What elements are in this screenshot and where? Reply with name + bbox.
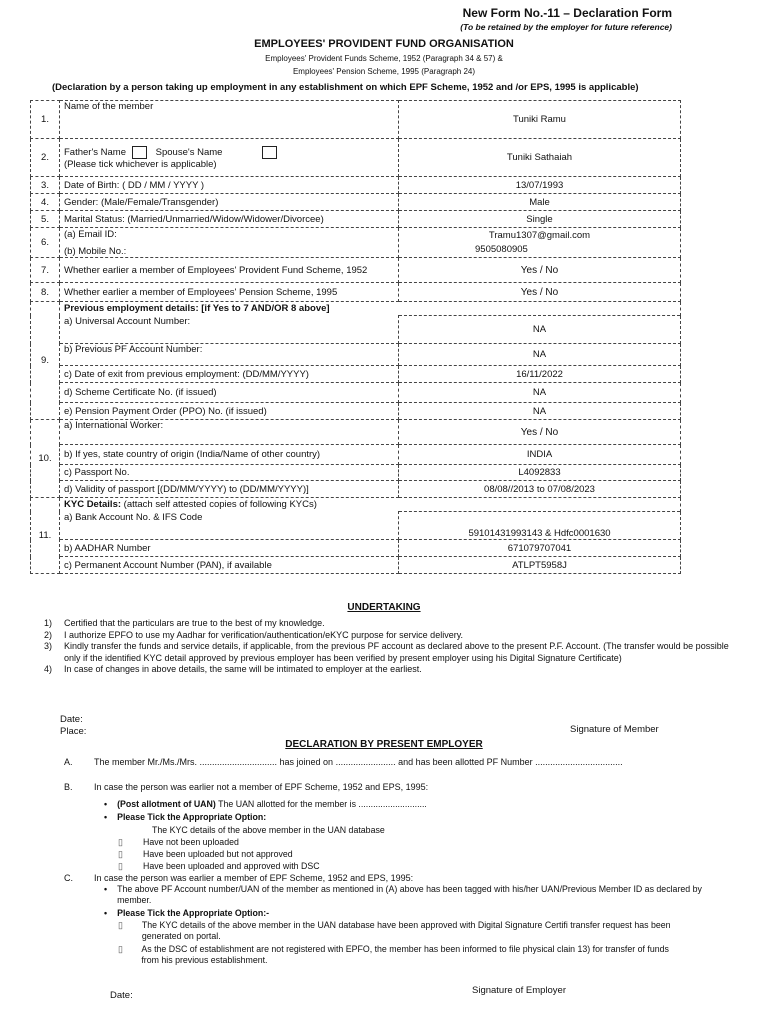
option-text: As the DSC of establishment are not registered with EPFO, the member has been informed to file physical clain 13) for transfer of funds from his previous establishment. (141, 944, 669, 965)
uan-label: a) Universal Account Number: (60, 316, 399, 344)
post-allotment-text: The UAN allotted for the member is ............................ (218, 799, 427, 809)
email-label: (a) Email ID: (64, 228, 117, 240)
aadhar-field[interactable]: 671079707041 (399, 540, 681, 557)
item-text: Kindly transfer the funds and service details, if applicable, from the previous PF account as declared above to the present P.F. Account. (The transfer would be possible only if the identified KYC detail approved by previous employer has been verified by present employer using his Digital Signature Certificate) (64, 641, 729, 663)
table-row (31, 283, 681, 302)
row-number: 2. (31, 139, 60, 177)
checkbox-icon: ▯ (118, 861, 123, 871)
item-number: 2) (44, 629, 53, 640)
epf-member-label: Whether earlier a member of Employees' Provident Fund Scheme, 1952 (60, 258, 399, 283)
ppo-field[interactable]: NA (399, 403, 681, 420)
uan-field[interactable]: NA (399, 316, 681, 344)
row-number: 11. (31, 498, 60, 574)
scheme-cert-label: d) Scheme Certificate No. (if issued) (60, 383, 399, 403)
row-number: 5. (31, 211, 60, 228)
table-row (31, 383, 681, 403)
scheme-cert-field[interactable]: NA (399, 383, 681, 403)
row-number: 3. (31, 177, 60, 194)
aadhar-label: b) AADHAR Number (60, 540, 399, 557)
table-row (31, 512, 681, 540)
organisation-title: EMPLOYEES' PROVIDENT FUND ORGANISATION (254, 38, 514, 50)
table-row (31, 445, 681, 465)
email-field[interactable]: Tramu1307@gmail.com (488, 229, 591, 241)
father-checkbox[interactable] (132, 146, 147, 159)
row-number: 10. (31, 420, 60, 498)
section-c-letter: C. (64, 873, 73, 883)
table-row (31, 465, 681, 481)
date-label: Date: (60, 714, 83, 725)
row-number: 7. (31, 258, 60, 283)
father-spouse-label (60, 139, 399, 177)
declaration-line: (Declaration by a person taking up employment in any establishment on which EPF Scheme, 1952 and /or EPS, 1995 is applicable) (52, 82, 639, 93)
place-label: Place: (60, 726, 87, 737)
list-item (44, 630, 734, 642)
marital-status-field[interactable]: Single (399, 211, 681, 228)
prev-pf-label: b) Previous PF Account Number: (60, 344, 399, 366)
row-number: 8. (31, 283, 60, 302)
scheme-line-2: Employees' Pension Scheme, 1995 (Paragraph 24) (292, 67, 476, 76)
exit-date-label: c) Date of exit from previous employment: (DD/MM/YYYY) (60, 366, 399, 383)
section-a (64, 757, 704, 768)
table-row (31, 420, 681, 445)
gender-field[interactable]: Male (399, 194, 681, 211)
item-text: In case of changes in above details, the same will be intimated to employer at the earliest. (64, 664, 422, 674)
intl-worker-label: a) International Worker: (60, 420, 399, 445)
item-number: 4) (44, 664, 53, 674)
table-row (31, 557, 681, 574)
contact-values (399, 228, 681, 258)
eps-member-field[interactable]: Yes / No (399, 283, 681, 302)
option-text: Have not been uploaded (143, 837, 239, 847)
option-text: The KYC details of the above member in the UAN database have been approved with Digital Signature Certifi transfer request has been generated on portal. (141, 920, 671, 941)
option-text: Have been uploaded and approved with DSC (143, 861, 320, 871)
dob-field[interactable]: 13/07/1993 (399, 177, 681, 194)
table-row (31, 481, 681, 498)
table-row (31, 194, 681, 211)
table-row (31, 302, 681, 316)
item-text: Certified that the particulars are true to the best of my knowledge. (64, 618, 325, 628)
option-approved-dsc[interactable] (118, 861, 320, 872)
employer-date-label: Date: (110, 990, 133, 1001)
passport-field[interactable]: L4092833 (399, 465, 681, 481)
prev-pf-field[interactable]: NA (399, 344, 681, 366)
bank-label: a) Bank Account No. & IFS Code (60, 512, 399, 540)
kyc-uan-text: The KYC details of the above member in the UAN database (152, 825, 385, 835)
table-row (31, 101, 681, 139)
employer-signature-label: Signature of Employer (472, 985, 566, 996)
member-signature-label: Signature of Member (570, 724, 659, 735)
intl-worker-field[interactable]: Yes / No (399, 420, 681, 445)
father-name-field[interactable]: Tuniki Sathaiah (399, 139, 681, 177)
row-number: 1. (31, 101, 60, 139)
table-row (31, 228, 681, 258)
bank-field[interactable]: 59101431993143 & Hdfc0001630 (399, 512, 681, 540)
section-a-letter: A. (64, 757, 73, 767)
table-row (31, 498, 681, 512)
uan-allotment-line (104, 799, 427, 810)
section-c (64, 873, 704, 884)
kyc-header (60, 498, 681, 512)
table-row (31, 211, 681, 228)
option-not-approved[interactable] (118, 849, 293, 860)
section-a-text: The member Mr./Ms./Mrs. ............................... has joined on ........................ and has been allotted PF Number ................................... (94, 757, 623, 767)
item-number: 1) (44, 618, 53, 628)
employer-declaration-title: DECLARATION BY PRESENT EMPLOYER (285, 739, 483, 750)
table-row (31, 177, 681, 194)
checkbox-icon: ▯ (118, 920, 123, 930)
option-text: Have been uploaded but not approved (143, 849, 293, 859)
row-number: 9. (31, 302, 60, 420)
row-number: 4. (31, 194, 60, 211)
item-text: I authorize EPFO to use my Aadhar for verification/authentication/eKYC purpose for service delivery. (64, 629, 464, 640)
table-row (31, 366, 681, 383)
exit-date-field[interactable]: 16/11/2022 (399, 366, 681, 383)
bullet-icon: • (104, 884, 108, 894)
undertaking-list (44, 618, 734, 676)
tagged-account-text: The above PF Account number/UAN of the member as mentioned in (A) above has been tagged with his/her UAN/Previous Member ID as declared by member. (117, 884, 702, 905)
section-b (64, 782, 704, 793)
pan-field[interactable]: ATLPT5958J (399, 557, 681, 574)
option-physical-claim[interactable] (118, 944, 678, 966)
tagged-account-line (104, 884, 704, 906)
tick-option-label-c: • Please Tick the Appropriate Option:- (104, 908, 269, 919)
spouse-checkbox[interactable] (262, 146, 277, 159)
table-row (31, 139, 681, 177)
mobile-label: (b) Mobile No.: (64, 245, 127, 257)
post-allotment-label: (Post allotment of UAN) (117, 799, 216, 809)
undertaking-title: UNDERTAKING (347, 602, 421, 613)
option-not-uploaded[interactable] (118, 837, 239, 848)
kyc-header-note: (attach self attested copies of following KYCs) (123, 499, 317, 510)
list-item (44, 641, 734, 664)
contact-label (60, 228, 399, 258)
section-c-text: In case the person was earlier a member of EPF Scheme, 1952 and EPS, 1995: (94, 873, 414, 883)
name-label: Name of the member (60, 101, 399, 139)
passport-label: c) Passport No. (60, 465, 399, 481)
father-name-label: Father's Name (64, 146, 127, 158)
ppo-label: e) Pension Payment Order (PPO) No. (if issued) (60, 403, 399, 420)
epf-member-field[interactable]: Yes / No (399, 258, 681, 283)
list-item (44, 664, 734, 676)
marital-status-label: Marital Status: (Married/Unmarried/Widow/Widower/Divorcee) (60, 211, 399, 228)
member-name-field[interactable]: Tuniki Ramu (399, 101, 681, 139)
dob-label: Date of Birth: ( DD / MM / YYYY ) (60, 177, 399, 194)
mobile-field[interactable]: 9505080905 (475, 243, 528, 255)
table-row (31, 258, 681, 283)
gender-label: Gender: (Male/Female/Transgender) (60, 194, 399, 211)
table-row (31, 540, 681, 557)
tick-option-label: • Please Tick the Appropriate Option: (104, 812, 266, 823)
table-row (31, 344, 681, 366)
item-number: 3) (44, 641, 53, 651)
table-row (31, 316, 681, 344)
member-details-table (30, 100, 681, 574)
kyc-header-bold: KYC Details: (64, 499, 122, 510)
retention-note: (To be retained by the employer for future reference) (460, 22, 672, 32)
passport-validity-label: d) Validity of passport [(DD/MM/YYYY) to (DD/MM/YYYY)] (60, 481, 399, 498)
scheme-line-1: Employees' Provident Funds Scheme, 1952 (Paragraph 34 & 57) & (265, 54, 503, 63)
pan-label: c) Permanent Account Number (PAN), if available (60, 557, 399, 574)
list-item (44, 618, 734, 630)
checkbox-icon: ▯ (118, 837, 123, 847)
eps-member-label: Whether earlier a member of Employees' Pension Scheme, 1995 (60, 283, 399, 302)
tick-note: (Please tick whichever is applicable) (64, 158, 217, 170)
spouse-name-label: Spouse's Name (155, 146, 223, 158)
option-dsc-approved[interactable] (118, 920, 678, 942)
passport-validity-field[interactable]: 08/08//2013 to 07/08/2023 (399, 481, 681, 498)
country-label: b) If yes, state country of origin (India/Name of other country) (60, 445, 399, 465)
section-b-letter: B. (64, 782, 73, 792)
table-row (31, 403, 681, 420)
row-number: 6. (31, 228, 60, 258)
checkbox-icon: ▯ (118, 849, 123, 859)
section-b-text: In case the person was earlier not a member of EPF Scheme, 1952 and EPS, 1995: (94, 782, 429, 792)
previous-employment-header: Previous employment details: [if Yes to 7 AND/OR 8 above] (60, 302, 681, 316)
form-number: New Form No.-11 – Declaration Form (462, 6, 672, 20)
checkbox-icon: ▯ (118, 944, 123, 954)
country-field[interactable]: INDIA (399, 445, 681, 465)
